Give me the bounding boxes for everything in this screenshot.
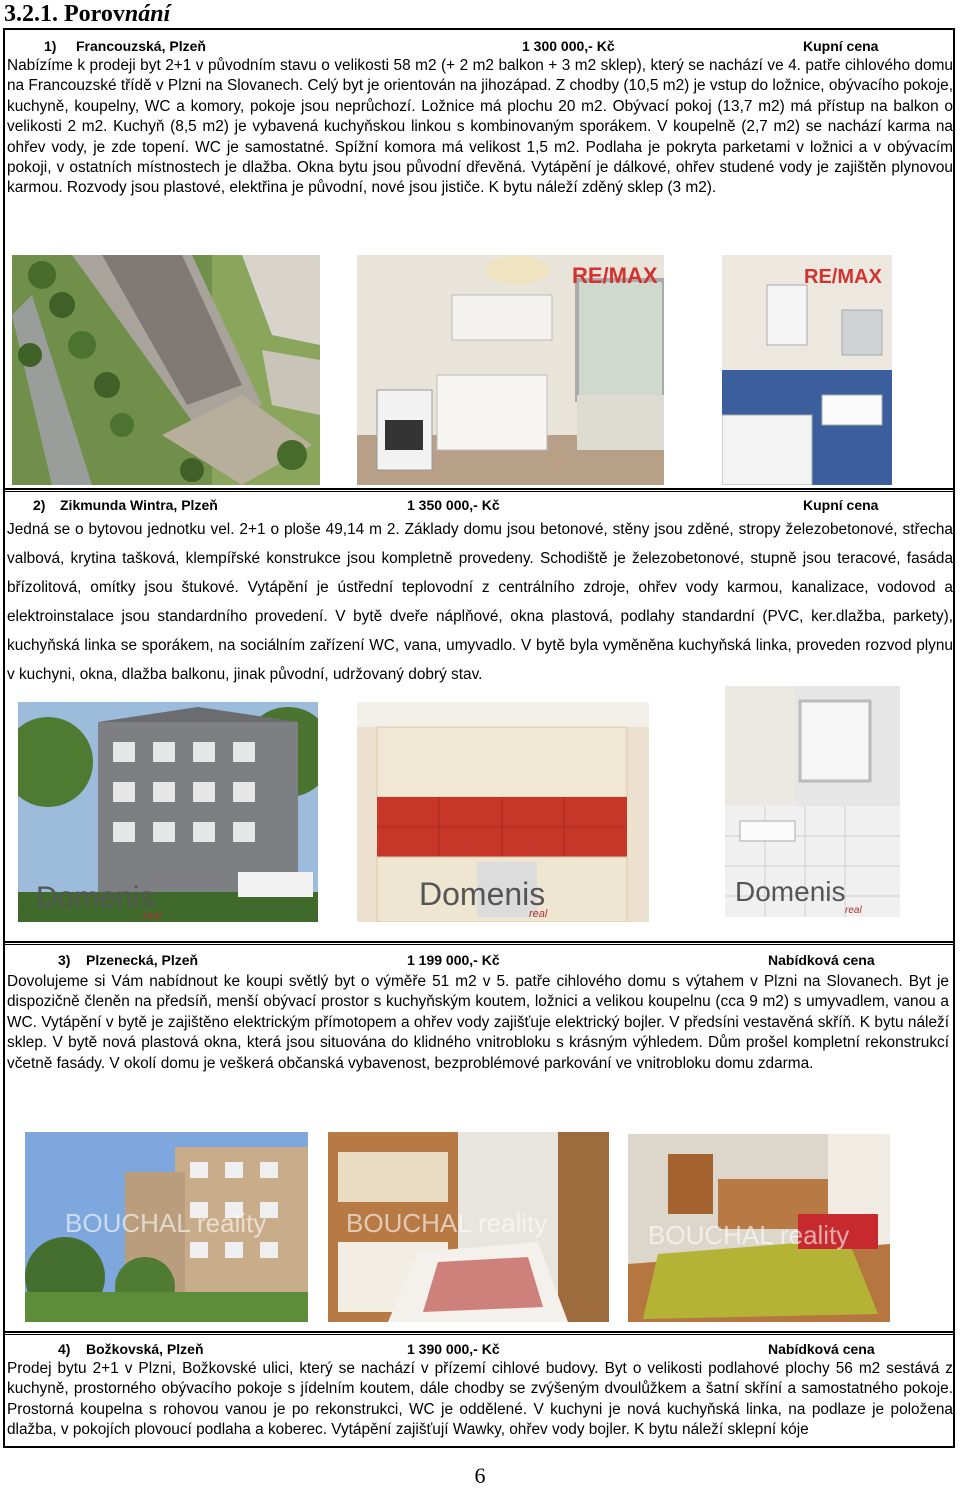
listing-1-photo-kitchen (357, 255, 664, 485)
listing-2-photo-building (18, 702, 318, 922)
listing-1-index: 1) (44, 38, 57, 54)
remax-logo-2: RE/MAX (804, 266, 882, 288)
listing-1-price-type: Kupní cena (803, 38, 879, 54)
listing-3-name: Plzenecká, Plzeň (86, 952, 199, 968)
row-separator (3, 1331, 955, 1335)
listing-1-photo-aerial (12, 255, 320, 485)
listing-4-description: Prodej bytu 2+1 v Plzni, Božkovské ulici, který se nachází v přízemí cihlové budovy. Byt o velikosti podlahové plochy 56 m2 sestává z kuchyně, prostorného obývacího pokoje s jídelním koutem, dále chodby se zvýšeným dvoulůžkem a šatní skříní a samostatného pokoje. Prostorná koupelna s rohovou vanou je po rekonstrukci, WC je oddělené. V kuchyni je nová kuchyňská linka, na podlaze je položena dlažba, v pokojích plovoucí podlaha a koberec. Vytápění zajišťují Wawky, ohřev vody bojler. K bytu náleží sklepní kóje (7, 1360, 953, 1439)
listing-2-photo-kitchen (357, 702, 649, 922)
listing-2-price-type: Kupní cena (803, 497, 879, 513)
listing-4-index: 4) (58, 1341, 71, 1357)
domenis-logo-1: Domenis (36, 881, 155, 914)
listing-2-name: Zikmunda Wintra, Plzeň (60, 497, 218, 513)
listing-4-price-type: Nabídková cena (768, 1341, 875, 1357)
domenis-logo-3-sub: real (845, 905, 862, 916)
listing-2-index: 2) (33, 497, 46, 513)
section-heading (4, 0, 170, 28)
bouchal-logo-1: BOUCHAL reality (65, 1208, 267, 1238)
section-number: 3.2.1. (4, 1, 58, 27)
domenis-logo-1-sub: real (143, 910, 162, 922)
listing-1-price: 1 300 000,- Kč (522, 38, 615, 54)
page-number: 6 (474, 1463, 486, 1488)
listing-3-photo-kitchen (328, 1132, 609, 1322)
bouchal-logo-2: BOUCHAL reality (346, 1208, 548, 1238)
listing-2-description: Jedná se o bytovou jednotku vel. 2+1 o ploše 49,14 m 2. Základy domu jsou betonové, stěny jsou zděné, stropy železobetonové, střecha valbová, krytina tašková, klempířské konstrukce jsou kompletně provedeny. Schodiště je železobetonové, stupně jsou teracové, fasáda břízolitová, omítky jsou štukové. Vytápění je ústřední teplovodní z centrálního zdroje, ohřev vody karmou, kanalizace, vodovod a elektroinstalace jsou standardního provedení. V bytě dveře náplňové, okna plastová, podlahy standardní (PVC, ker.dlažba, parkety), kuchyňská linka se sporákem, na sociálním zařízení WC, vana, umyvadlo. V bytě byla vyměněna kuchyňská linka, proveden rozvod plynu v kuchyni, okna, dlažba balkonu, jinak původní, udržovaný dobrý stav. (7, 521, 953, 683)
listing-2-price: 1 350 000,- Kč (407, 497, 500, 513)
domenis-logo-2: Domenis (419, 876, 546, 912)
listing-1-description: Nabízíme k prodeji byt 2+1 v původním stavu o velikosti 58 m2 (+ 2 m2 balkon + 3 m2 sklep), který se nachází ve 4. patře cihlového domu na Francouzské třídě v Plzni na Slovanech. Celý byt je orientován na jihozápad. Z chodby (10,5 m2) je vstup do ložnice, obývacího pokoje, kuchyně, koupelny, WC a komory, pokoje jsou neprůchozí. Ložnice má plochu 20 m2. Obývací pokoj (13,7 m2) má přístup na balkon o velikosti 2 m2. Kuchyň (8,5 m2) je vybavená kuchyňskou linkou s kombinovaným sporákem. V koupelně (2,7 m2) se nachází karma na ohřev vody, je zde topení. WC je samostatné. Spížní komora má velikost 1,5 m2. Podlaha je pokryta parketami v ložnici a v obývacím pokoji, v ostatních místnostech je dlažba. Okna bytu jsou původní dřevěná. Vytápění je dálkové, ohřev studené vody je zajištěn plynovou karmou. Rozvody jsou plastové, elektřina je původní, nové jsou jističe. K bytu náleží zděný sklep (3 m2). (7, 57, 953, 197)
domenis-logo-2-sub: real (529, 908, 548, 920)
bouchal-logo-3: BOUCHAL reality (648, 1220, 850, 1250)
listing-4-name: Božkovská, Plzeň (86, 1341, 204, 1357)
listing-3-index: 3) (58, 952, 71, 968)
row-separator (3, 941, 955, 945)
remax-logo-1: RE/MAX (572, 263, 658, 288)
listing-3-price: 1 199 000,- Kč (407, 952, 500, 968)
listing-1-photo-bathroom (722, 255, 892, 485)
row-separator (3, 488, 955, 492)
listing-3-photo-building (25, 1132, 308, 1322)
listing-1-name: Francouzská, Plzeň (76, 38, 206, 54)
listing-3-description: Dovolujeme si Vám nabídnout ke koupi světlý byt o výměře 51 m2 v 5. patře cihlového domu s výtahem v Plzni na Slovanech. Byt je dispozičně členěn na předsíň, menší obývací prostor s kuchyňským koutem, ložnici a velikou koupelnu (cca 9 m2) s umyvadlem, vanou a WC. Vytápění v bytě je zajištěno elektrickým přímotopem a ohřev vody zajišťuje elektrický bojler. V předsíni vestavěná skříň. K bytu náleží sklep. V bytě nová plastová okna, která jsou situována do klidného vnitrobloku s krásným výhledem. Dům prošel kompletní rekonstrukcí včetně fasády. V okolí domu je veškerá občanská vybavenost, bezproblémové parkování ve vnitrobloku domu zdarma. (7, 973, 949, 1072)
section-title-italic: nání (124, 1, 171, 27)
listing-3-photo-living-room (628, 1134, 890, 1322)
section-title: Porov (64, 1, 125, 27)
domenis-logo-3: Domenis (735, 876, 846, 907)
listing-3-price-type: Nabídková cena (768, 952, 875, 968)
listing-2-photo-bathroom (725, 686, 900, 917)
listing-4-price: 1 390 000,- Kč (407, 1341, 500, 1357)
